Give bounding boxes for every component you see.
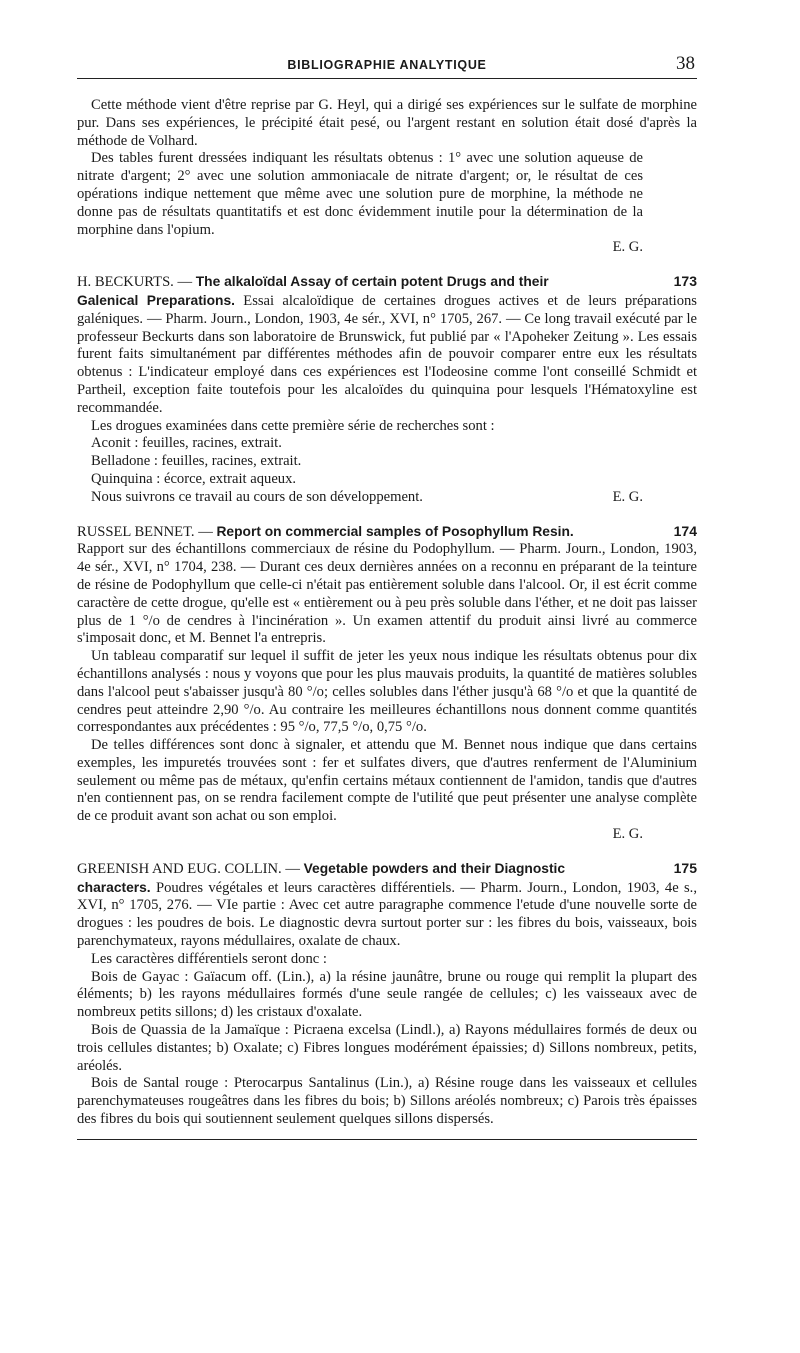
- entry-174: [77, 523, 697, 844]
- entry-174-paragraph-1: Rapport sur des échantillons commerciaux de résine du Podophyllum. — Pharm. Journ., London, 1903, 4e sér., XVI, n° 1704, 238. — Durant ces deux dernières années on a reconnu en préparant de la teinture de résine de Podophyllum que celle-ci n'était pas entièrement soluble dans l'alcool. Or, il est écrit comme caractère de cette drogue, qu'elle est « entièrement ou à peu près soluble dans l'éther, et ne doit pas laisser plus de 1 °/o de cendres à l'incinération ». Un examen attentif du produit ainsi livré au commerce s'imposait donc, et M. Bennet l'a entrepris.: [77, 541, 697, 647]
- entry-175-paragraph-4: Bois de Quassia de la Jamaïque : Picraena excelsa (Lindl.), a) Rayons médullaires formés de deux ou trois cellules distantes; b) Oxalate; c) Fibres longues modérément épaissies; d) Sillons nombreux, petits, aréolés.: [77, 1022, 697, 1074]
- page-number: 38: [676, 53, 695, 74]
- intro-signature-line: [77, 239, 697, 257]
- entry-174-signature-line: [77, 826, 697, 844]
- entry-175-number: 175: [673, 859, 697, 876]
- entry-175-author: GREENISH AND EUG. COLLIN.: [77, 860, 282, 877]
- entry-175-title-en-1: Vegetable powders and their Diagnostic: [303, 860, 566, 876]
- entry-173-author: H. BECKURTS.: [77, 274, 174, 291]
- entry-174-paragraph-3: De telles différences sont donc à signaler, et attendu que M. Bennet nous indique que dans certains exemples, les impuretés trouvées sont : fer et sulfates divers, que d'autres renferment de l'Aluminium seulement ou même pas de métaux, qu'enfin certains métaux contiennent de l'amidon, tandis que d'autres n'en contiennent pas, on se rendra facilement compte de l'utilité que peut présenter une analyse complète de ce produit avant son achat ou son emploi.: [77, 737, 697, 825]
- entry-175-paragraph-2: Les caractères différentiels seront donc :: [91, 950, 327, 967]
- bottom-rule: [77, 1139, 697, 1140]
- list-item: Aconit : feuilles, racines, extrait.: [91, 435, 282, 452]
- entry-173-number: 173: [673, 273, 697, 290]
- entry-173-title-en-2: Galenical Preparations.: [77, 292, 235, 308]
- entry-174-heading: RUSSEL BENNET. — Report on commercial samples of Posophyllum Resin. 174: [77, 522, 697, 540]
- entry-173-drug-list: [77, 435, 697, 488]
- running-title: BIBLIOGRAPHIE ANALYTIQUE: [287, 58, 487, 72]
- intro-signature: E. G.: [612, 239, 643, 256]
- entry-174-signature: E. G.: [612, 826, 643, 843]
- intro-paragraph-1: Cette méthode vient d'être reprise par G. Heyl, qui a dirigé ses expériences sur le sulfate de morphine pur. Dans ses expériences, le précipité était pesé, ou l'argent restant en solution était dosé d'après la méthode de Volhard.: [77, 97, 697, 149]
- entry-174-author: RUSSEL BENNET.: [77, 523, 195, 540]
- entry-173-signature: E. G.: [612, 488, 643, 505]
- running-header: [77, 48, 697, 79]
- intro-paragraph-2: [77, 150, 697, 239]
- entry-173: [77, 273, 697, 506]
- list-item: Belladone : feuilles, racines, extrait.: [91, 453, 302, 470]
- page: [77, 48, 697, 1140]
- entry-175-heading: GREENISH AND EUG. COLLIN. — Vegetable powders and their Diagnostic 175: [77, 859, 697, 877]
- entry-175-paragraph-1: Poudres végétales et leurs caractères différentiels. — Pharm. Journ., London, 1903, 4e s., XVI, n° 1705, 276. — VIe partie : Avec cet autre paragraphe commence l'etude d'une nouvelle sorte de drogues : les poudres de bois. Le diagnostic devra surtout porter sur : les fibres du bois, vaisseaux, bois parenchymateux, rayons médullaires, oxalate de chaux.: [77, 879, 697, 950]
- article-body: [77, 97, 697, 1140]
- list-item: Quinquina : écorce, extrait aqueux.: [91, 470, 297, 487]
- entry-174-title-en: Report on commercial samples of Posophyllum Resin.: [216, 523, 574, 539]
- entry-173-closing: Nous suivrons ce travail au cours de son développement.: [91, 488, 423, 505]
- entry-173-paragraph-1: Essai alcaloïdique de certaines drogues actives et de leurs préparations galéniques. — Pharm. Journ., London, 1903, 4e sér., XVI, n° 1705, 267. — Ce long travail exécuté par le professeur Beckurts dans son laboratoire de Brunswick, fut publié par « l'Apoheker Zeitung ». Les essais furent faits simultanément par différentes méthodes afin de pouvoir comparer entre eux les résultats obtenus : L'indicateur employé dans ces expériences est l'Iodeosine comme l'ont conseillé Schmidt et Partheil, exception faite toutefois pour les alcaloïdes du quinquina pour lesquels l'Hématoxyline est recommandée.: [77, 292, 697, 416]
- entry-175-paragraph-5: Bois de Santal rouge : Pterocarpus Santalinus (Lin.), a) Résine rouge dans les vaisseaux et cellules parenchymateuses rougeâtres dans les fibres du bois; b) Sillons aréolés nombreux; c) Parois très épaisses des fibres du bois qui soutiennent seulement quelques sillons dispersés.: [77, 1075, 697, 1128]
- entry-173-closing-line: [77, 489, 697, 507]
- entry-175-paragraph-3: Bois de Gayac : Gaïacum off. (Lin.), a) la résine jaunâtre, brune ou rouge qui remplit la plupart des éléments; b) les rayons médullaires formés d'une seule rangée de cellules; c) les vaisseaux avec de nombreux petits sillons; d) les cristaux d'oxalate.: [77, 968, 697, 1021]
- entry-174-number: 174: [673, 522, 697, 539]
- entry-175: [77, 860, 697, 1129]
- entry-173-title-en-1: The alkaloïdal Assay of certain potent Drugs and their: [195, 274, 549, 290]
- entry-173-heading: H. BECKURTS. — The alkaloïdal Assay of certain potent Drugs and their 173: [77, 273, 697, 291]
- entry-173-paragraph-2: Les drogues examinées dans cette première série de recherches sont :: [91, 417, 495, 434]
- entry-174-paragraph-2: Un tableau comparatif sur lequel il suffit de jeter les yeux nous indique les résultats obtenus pour dix échantillons analysés : nous y voyons que pour les plus mauvais produits, la quantité de matières solubles dans l'alcool peut s'abaisser jusqu'à 80 °/o; celles solubles dans l'éther jusqu'à 68 °/o et que la quantité de cendres peut atteindre 2,90 °/o. Au contraire les meilleures échantillons nous donnent comme quantités correspondantes aux précédentes : 95 °/o, 77,5 °/o, 0,75 °/o.: [77, 648, 697, 736]
- entry-175-title-en-2: characters.: [77, 879, 151, 895]
- intro-paragraph-2-text: Des tables furent dressées indiquant les résultats obtenus : 1° avec une solution aqueuse de nitrate d'argent; 2° avec une solution ammoniacale de nitrate d'argent; or, le résultat de ces opérations indique nettement que même avec une solution pure de morphine, la méthode ne donne pas de résultats quantitatifs et est donc évidemment inutile pour la détermination de la morphine dans l'opium.: [77, 150, 643, 238]
